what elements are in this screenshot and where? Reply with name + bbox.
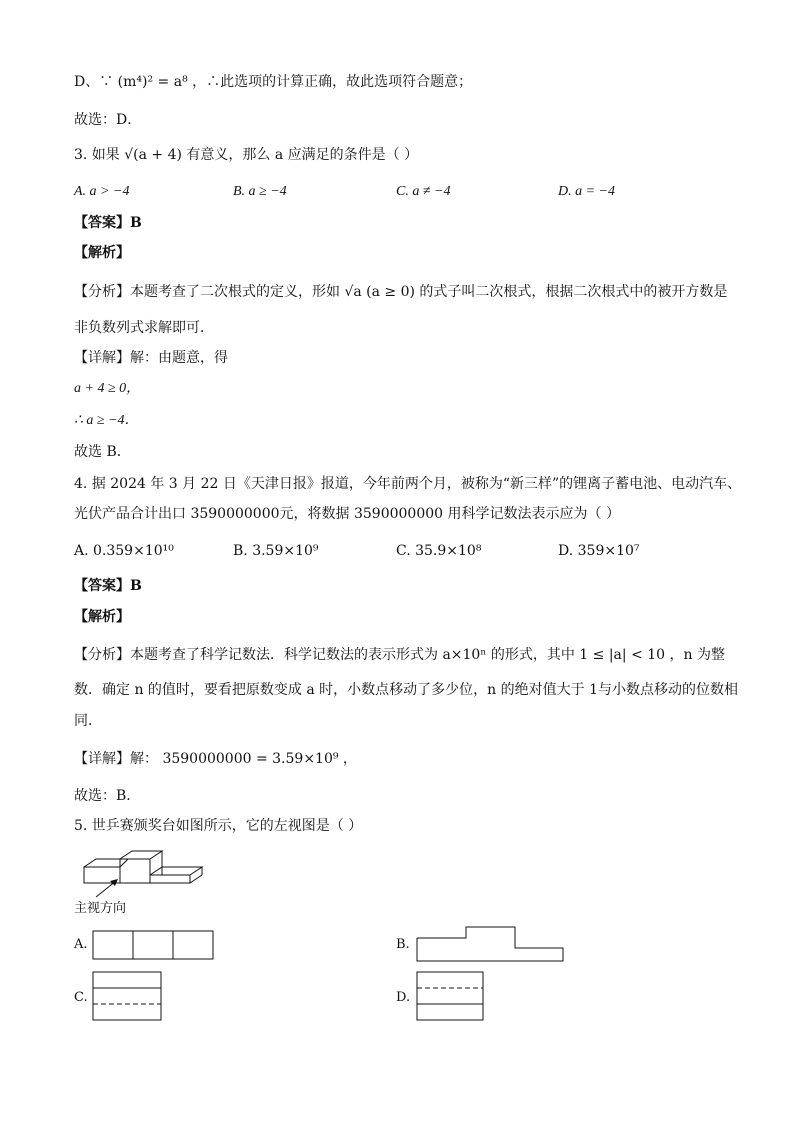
q3-step-2: ∴ a ≥ −4．	[74, 413, 139, 428]
q3-fenxi: 【分析】本题考查了二次根式的定义，形如 √a (a ≥ 0) 的式子叫二次根式，根据二次根式中的被开方数是	[74, 284, 728, 300]
line-d-conclusion: D、∵ (m⁴)² = a⁸ ，∴此选项的计算正确，故此选项符合题意；	[74, 74, 473, 90]
q4-answer: 【答案】B	[74, 578, 142, 594]
q3-option-a: A. a > −4	[74, 184, 130, 199]
q5-option-c-figure	[92, 971, 164, 1023]
question-5: 5. 世乒赛颁奖台如图所示，它的左视图是（ ）	[74, 818, 363, 834]
podium-figure	[80, 845, 220, 903]
q5-label-d: D.	[396, 990, 411, 1005]
q5-label-a: A.	[74, 937, 88, 952]
q3-option-d: D. a = −4	[558, 184, 616, 199]
q5-option-b-figure	[416, 926, 566, 964]
q4-option-d: D. 359×10⁷	[558, 543, 640, 559]
q4-fenxi: 【分析】本题考查了科学记数法．科学记数法的表示形式为 a×10ⁿ 的形式，其中 1 ≤ |a| < 10 ，n 为整	[74, 647, 725, 663]
line-choose-d: 故选：D．	[74, 112, 142, 128]
q5-label-b: B.	[396, 937, 410, 952]
q4-conclusion: 故选：B．	[74, 788, 141, 804]
q3-option-c: C. a ≠ −4	[396, 184, 451, 199]
question-4: 4. 据 2024 年 3 月 22 日《天津日报》报道，今年前两个月，被称为“新三样”的锂离子蓄电池、电动汽车、	[74, 476, 742, 492]
q4-fenxi-cont: 数．确定 n 的值时，要看把原数变成 a 时，小数点移动了多少位，n 的绝对值大于 1与小数点移动的位数相	[74, 682, 738, 698]
q4-option-c: C. 35.9×10⁸	[396, 543, 482, 559]
question-4-cont: 光伏产品合计出口 3590000000元，将数据 3590000000 用科学记数法表示应为（ ）	[74, 506, 620, 522]
q3-option-b: B. a ≥ −4	[233, 184, 287, 199]
q5-label-c: C.	[74, 990, 88, 1005]
q4-option-a: A. 0.359×10¹⁰	[74, 543, 174, 559]
q3-analysis-title: 【解析】	[74, 245, 130, 261]
q4-option-b: B. 3.59×10⁹	[233, 543, 319, 559]
q5-option-a-figure	[92, 930, 216, 962]
q3-fenxi-cont: 非负数列式求解即可．	[74, 320, 214, 336]
q3-conclusion: 故选 B．	[74, 444, 131, 460]
question-3: 3. 如果 √(a + 4) 有意义，那么 a 应满足的条件是（ ）	[74, 147, 419, 163]
q3-answer: 【答案】B	[74, 215, 142, 231]
view-direction-caption: 主视方向	[74, 901, 127, 916]
q3-xiangjie: 【详解】解：由题意，得	[74, 350, 228, 366]
q4-xiangjie: 【详解】解： 3590000000 = 3.59×10⁹ ，	[74, 751, 357, 767]
q4-fenxi-cont2: 同．	[74, 713, 102, 729]
q4-analysis-title: 【解析】	[74, 609, 130, 625]
q5-option-d-figure	[416, 971, 486, 1023]
q3-step-1: a + 4 ≥ 0，	[74, 381, 141, 396]
